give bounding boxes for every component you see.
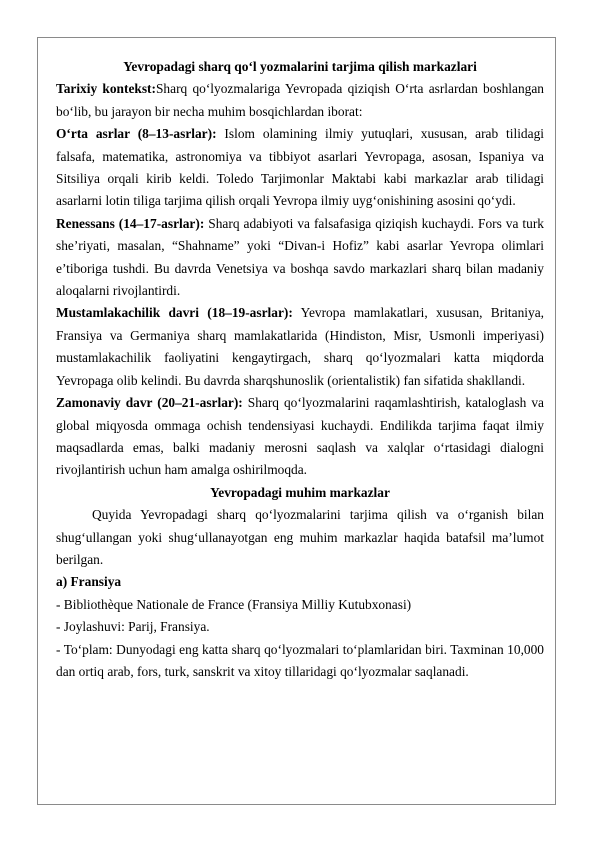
paragraph-renaissance bbox=[56, 213, 544, 303]
document-body bbox=[56, 56, 544, 683]
country-heading-label: a) Fransiya bbox=[56, 574, 122, 590]
document-title: Yevropadagi sharq qo‘l yozmalarini tarjima qilish markazlari bbox=[123, 59, 477, 74]
paragraph-historical-context bbox=[56, 78, 544, 123]
list-item: - To‘plam: Dunyodagi eng katta sharq qo‘lyozmalari to‘plamlaridan biri. Taxminan 10,000 dan ortiq arab, fors, turk, sanskrit va xitoy tillaridagi qo‘lyozmalar saqlanadi. bbox=[56, 641, 544, 679]
paragraph-middle-ages bbox=[56, 123, 544, 213]
list-item: - Bibliothèque Nationale de France (Fransiya Milliy Kutubxonasi) bbox=[56, 596, 412, 612]
paragraph-label: Zamonaviy davr (20–21-asrlar): bbox=[56, 395, 243, 411]
paragraph-intro: Quyida Yevropadagi sharq qo‘lyozmalarini tarjima qilish va o‘rganish bilan shug‘ullangan yoki shug‘ullanayotgan eng muhim markazlar haqida batafsil ma’lumot berilgan. bbox=[56, 507, 544, 567]
paragraph-label: O‘rta asrlar (8–13-asrlar): bbox=[56, 126, 217, 142]
paragraph-modern-period bbox=[56, 392, 544, 482]
paragraph-text: Sharq adabiyoti va falsafasiga qiziqish kuchaydi. Fors va turk she’riyati, masalan, “Shahname” yoki “Divan-i Hofiz” kabi asarlar Yevropa olimlari e’tiboriga tushdi. Bu davrda Venetsiya va boshqa savdo markazlari sharq bilan madaniy aloqalarni rivojlantirdi. bbox=[56, 215, 544, 299]
paragraph-text: Yevropa mamlakatlari, xususan, Britaniya, Fransiya va Germaniya sharq mamlakatlarida (Hindiston, Misr, Usmonli imperiyasi) mustamlakachilik faoliyatini kengaytirgach, sharq qo‘lyozmalari katta miqdorda Yevropaga olib kelindi. Bu davrda sharqshunoslik (orientalistik) fan sifatida shakllandi. bbox=[56, 305, 544, 388]
list-item: - Joylashuvi: Parij, Fransiya. bbox=[56, 619, 210, 635]
paragraph-text: Sharq qo‘lyozmalarini raqamlashtirish, kataloglash va global miqyosda ommaga ochish tendensiyasi kuchaydi. Endilikda tarjima faqat ilmiy maqsadlarda emas, balki madaniy merosni saqlash va xalqlar o‘rtasidagi dialogni rivojlantirish uchun ham amalga oshirilmoqda. bbox=[56, 395, 544, 478]
paragraph-label: Mustamlakachilik davri (18–19-asrlar): bbox=[56, 305, 293, 321]
section-subtitle: Yevropadagi muhim markazlar bbox=[210, 484, 390, 500]
paragraph-text: Sharq qo‘lyozmalariga Yevropada qiziqish O‘rta asrlardan boshlangan bo‘lib, bu jarayon bir necha muhim bosqichlardan iborat: bbox=[56, 81, 544, 119]
paragraph-label: Renessans (14–17-asrlar): bbox=[56, 215, 205, 231]
paragraph-label: Tarixiy kontekst: bbox=[56, 81, 156, 97]
paragraph-colonial-period bbox=[56, 302, 544, 392]
country-heading bbox=[56, 571, 544, 593]
paragraph-text: Islom olamining ilmiy yutuqlari, xususan, arab tilidagi falsafa, matematika, astronomiya va tibbiyot asarlari Yevropaga, asosan, Ispaniya va Sitsiliya orqali kirib keldi. Toledo Tarjimonlar Maktabi kabi markazlar arab tilidagi asarlarni lotin tiliga tarjima qilish orqali Yevropa ilmiy uyg‘onishining asosini qo‘ydi. bbox=[56, 126, 544, 209]
